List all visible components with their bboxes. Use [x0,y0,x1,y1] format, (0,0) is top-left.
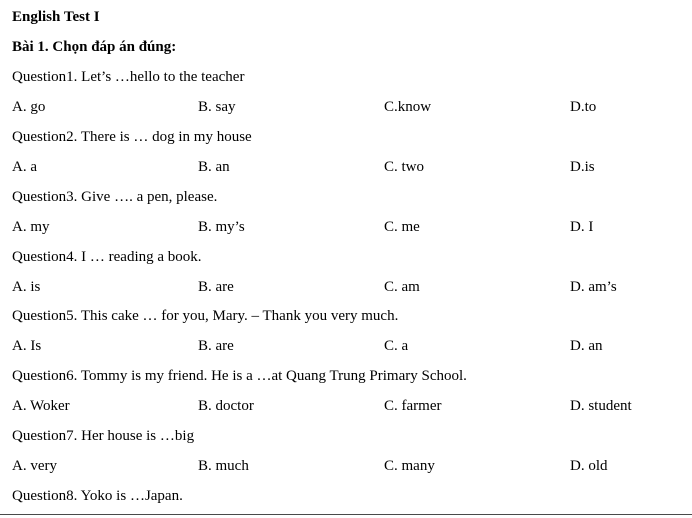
option-c: C. many [384,458,435,474]
option-a: A. a [12,159,37,175]
option-b: B. an [198,159,230,175]
option-c: C. two [384,159,425,175]
option-b: B. are [198,338,234,354]
option-d: D.is [570,159,595,175]
question-7: Question7. Her house is …big [12,428,195,444]
options-row-5 [12,337,692,355]
option-d: D. I [570,219,594,235]
option-b: B. much [198,458,249,474]
option-b: B. my’s [198,219,245,235]
option-b: B. say [198,99,236,115]
question-8: Question8. Yoko is …Japan. [12,488,183,504]
option-a: A. my [12,219,50,235]
option-d: D.to [570,99,597,115]
option-c: C. am [384,279,420,295]
option-c: C. me [384,219,420,235]
question-5: Question5. This cake … for you, Mary. – Thank you very much. [12,308,399,324]
option-a: A. Woker [12,398,70,414]
options-row-3 [12,218,692,236]
option-c: C. farmer [384,398,442,414]
question-2: Question2. There is … dog in my house [12,129,252,145]
page-bottom-divider [0,514,692,515]
options-row-7 [12,457,692,475]
options-row-6 [12,397,692,415]
option-b: B. doctor [198,398,254,414]
question-1: Question1. Let’s …hello to the teacher [12,69,245,85]
option-a: A. Is [12,338,42,354]
option-a: A. is [12,279,41,295]
options-row-1 [12,98,692,116]
option-b: B. are [198,279,234,295]
question-3: Question3. Give …. a pen, please. [12,189,218,205]
test-title: English Test I [12,9,100,25]
options-row-2 [12,158,692,176]
option-a: A. go [12,99,46,115]
option-d: D. student [570,398,632,414]
section-heading: Bài 1. Chọn đáp án đúng: [12,39,177,55]
options-row-4 [12,278,692,296]
question-4: Question4. I … reading a book. [12,249,202,265]
option-d: D. an [570,338,603,354]
option-c: C.know [384,99,432,115]
option-a: A. very [12,458,57,474]
option-d: D. am’s [570,279,617,295]
option-c: C. a [384,338,409,354]
question-6: Question6. Tommy is my friend. He is a …at Quang Trung Primary School. [12,368,467,384]
option-d: D. old [570,458,608,474]
